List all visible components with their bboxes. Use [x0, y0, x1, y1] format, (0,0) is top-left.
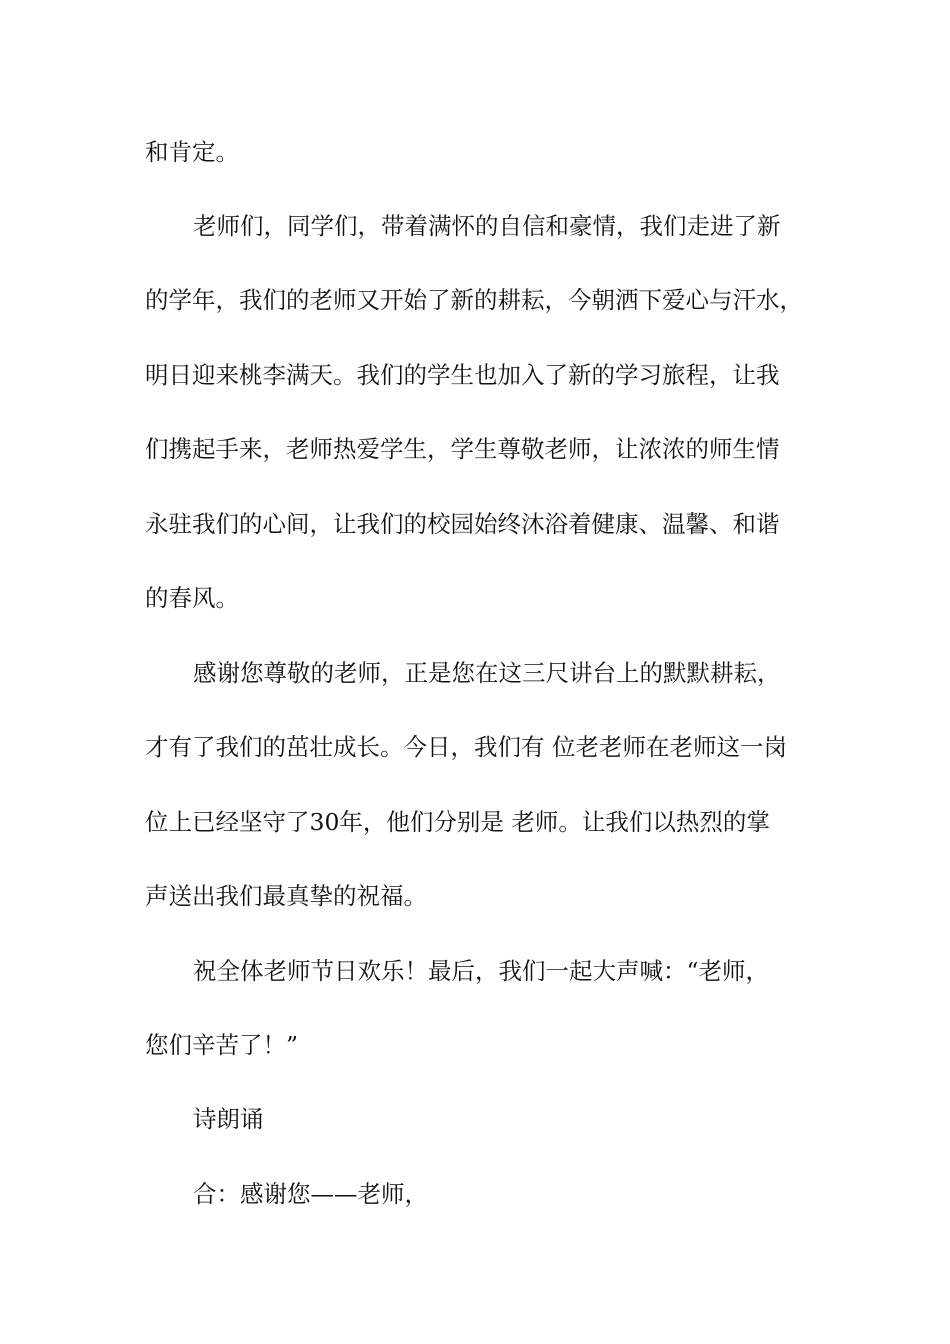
paragraph-start-line: 祝全体老师节日欢乐！最后，我们一起大声喊：“老师，: [193, 957, 770, 985]
text-line: 永驻我们的心间，让我们的校园始终沐浴着健康、温馨、和谐: [145, 510, 780, 538]
text-line: 您们辛苦了！”: [145, 1031, 299, 1059]
text-line: 们携起手来，老师热爱学生，学生尊敬老师，让浓浓的师生情: [145, 435, 780, 463]
text-line: 明日迎来桃李满天。我们的学生也加入了新的学习旅程，让我: [145, 361, 780, 389]
paragraph-start-line: 老师们，同学们，带着满怀的自信和豪情，我们走进了新: [193, 212, 781, 240]
text-line: 位上已经坚守了30年，他们分别是 老师。让我们以热烈的掌: [145, 808, 770, 836]
text-line: 的春风。: [145, 584, 239, 612]
section-heading: 诗朗诵: [193, 1105, 264, 1133]
text-line: 的学年，我们的老师又开始了新的耕耘，今朝洒下爱心与汗水，: [145, 286, 803, 314]
paragraph-start-line: 感谢您尊敬的老师，正是您在这三尺讲台上的默默耕耘，: [193, 659, 781, 687]
text-line: 声送出我们最真挚的祝福。: [145, 882, 427, 910]
paragraph-start-line: 合：感谢您——老师，: [193, 1180, 428, 1208]
text-line: 和肯定。: [145, 138, 239, 166]
text-line: 才有了我们的茁壮成长。今日，我们有 位老老师在老师这一岗: [145, 733, 787, 761]
